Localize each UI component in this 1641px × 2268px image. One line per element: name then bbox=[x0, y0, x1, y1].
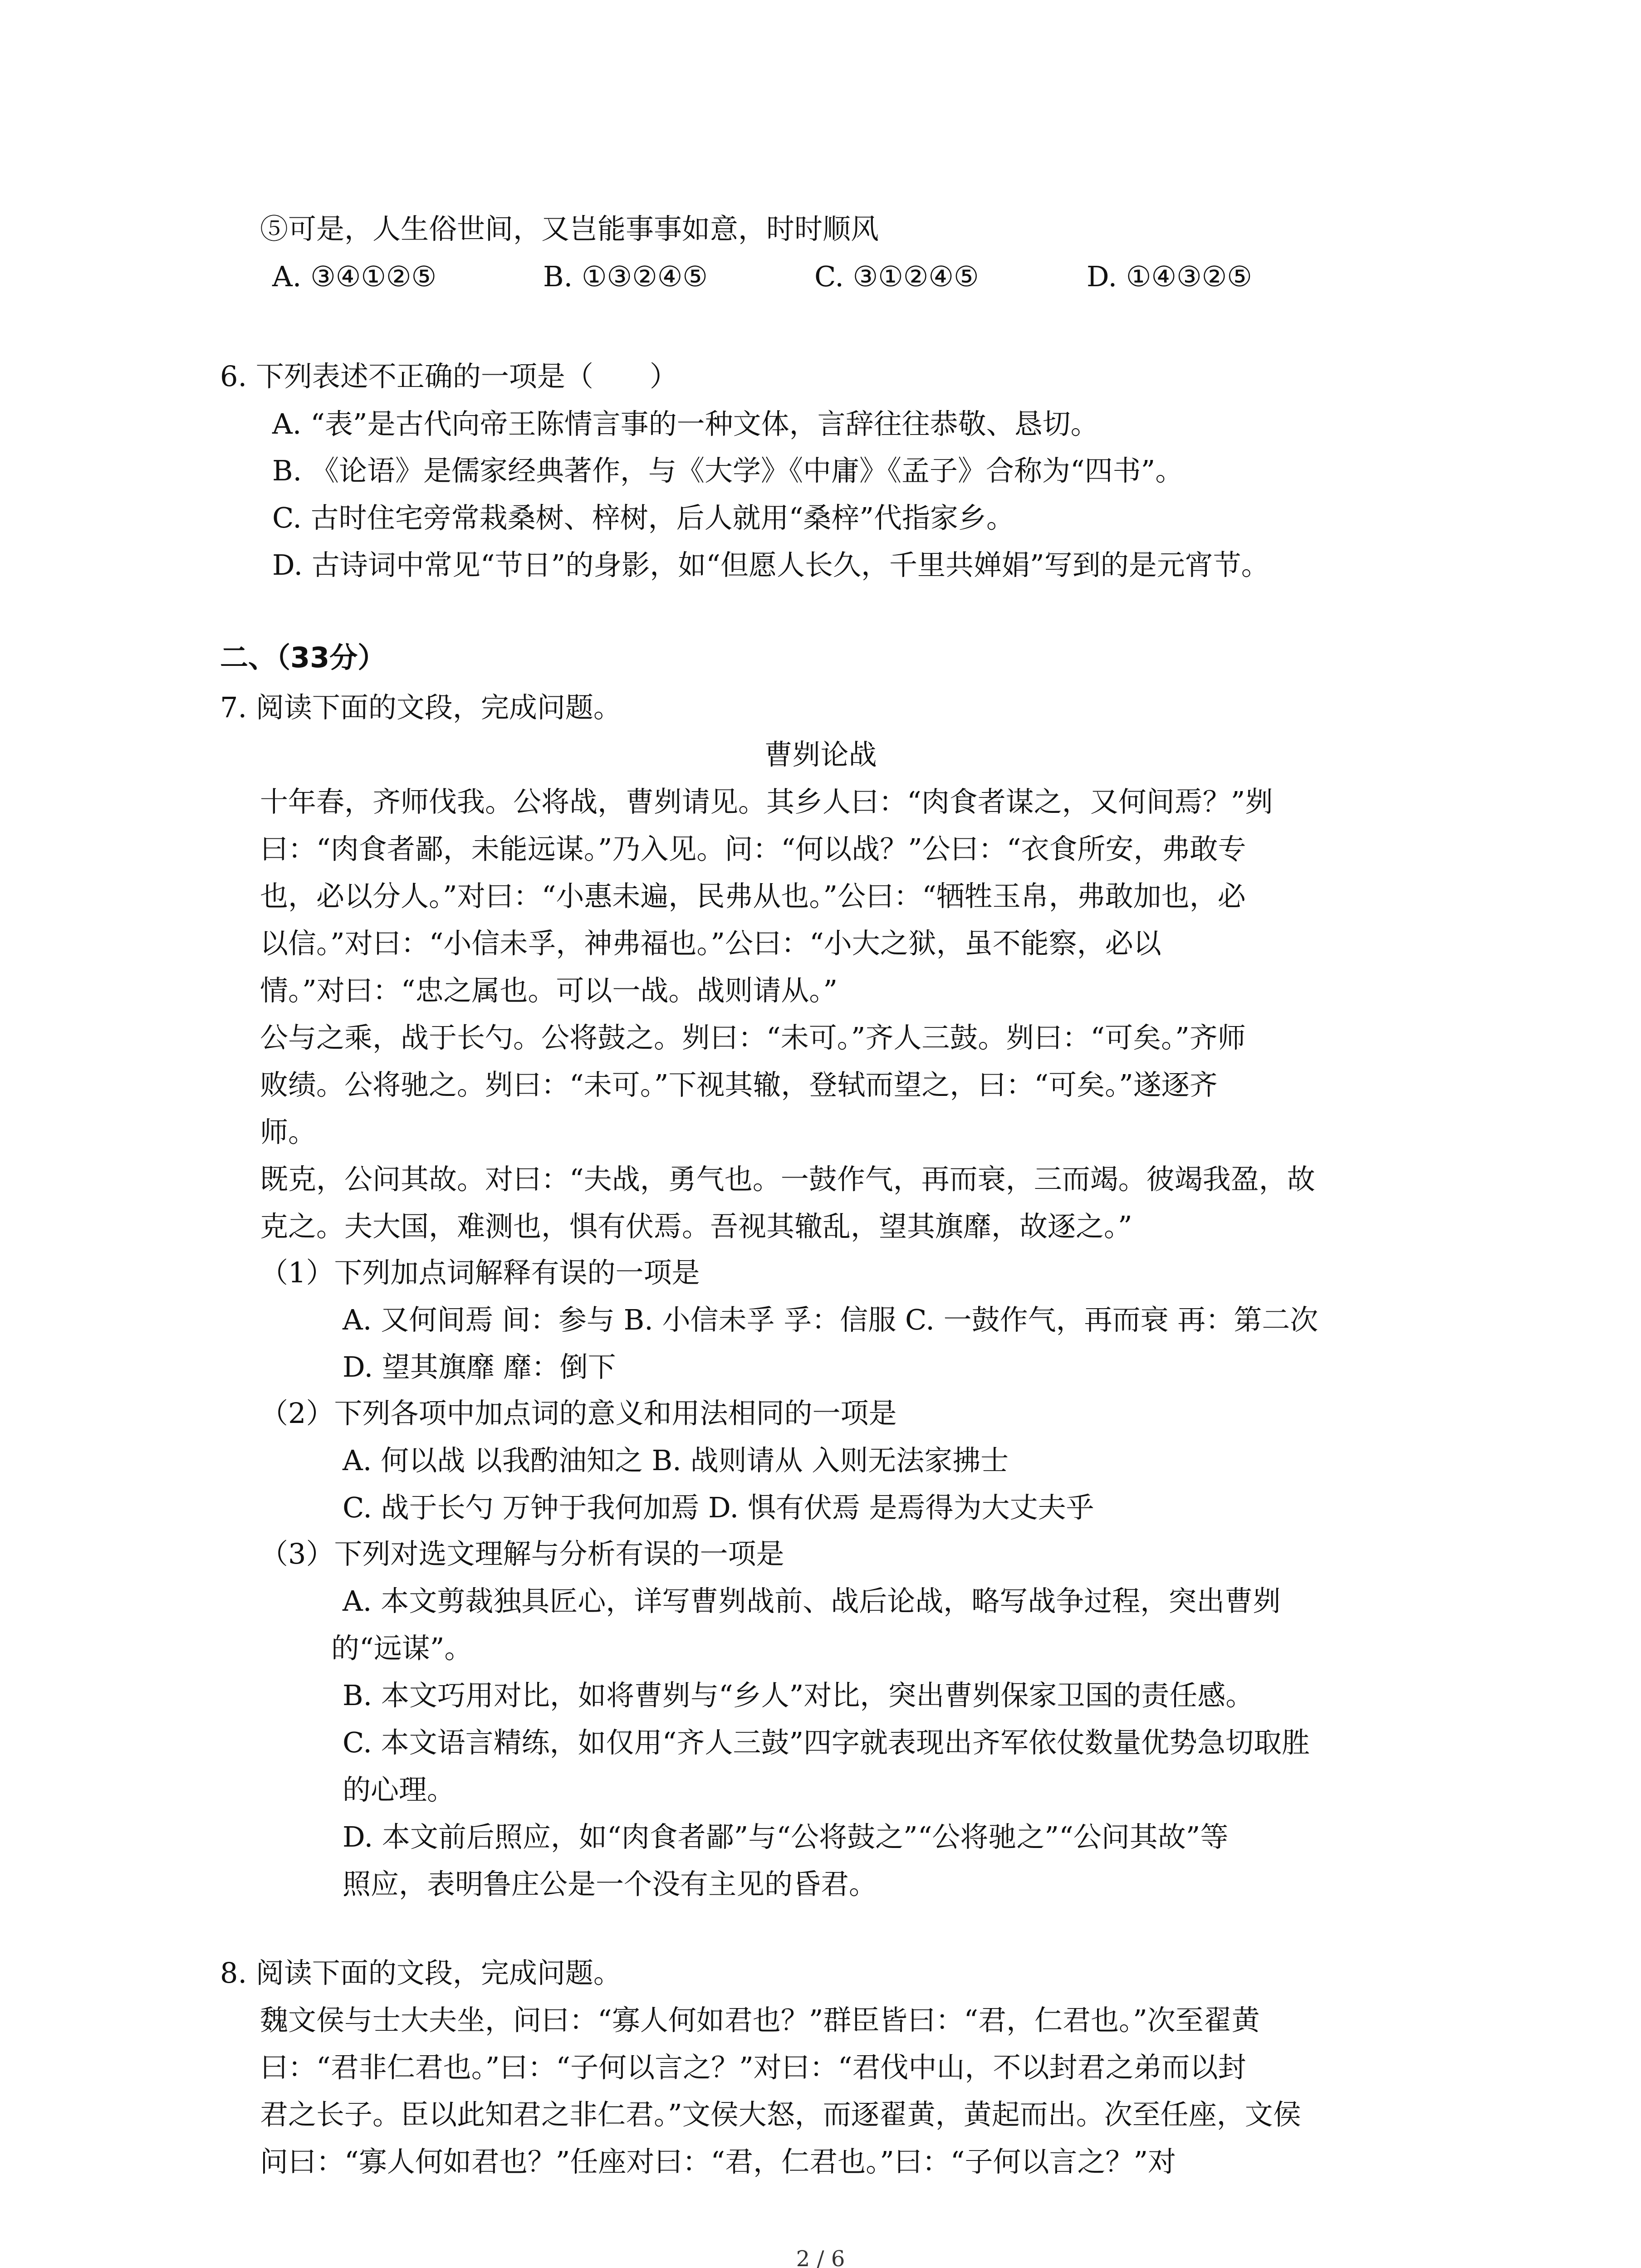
q6-option-b: B. 《论语》是儒家经典著作，与《大学》《中庸》《孟子》合称为“四书”。 bbox=[272, 454, 1184, 487]
q5-option-d: D. ①④③②⑤ bbox=[1087, 260, 1252, 293]
q7-sub1-stem: （1）下列加点词解释有误的一项是 bbox=[260, 1256, 700, 1289]
passage-line: 问曰：“寡人何如君也？”任座对曰：“君，仁君也。”曰：“子何以言之？”对 bbox=[260, 2145, 1176, 2178]
passage-line: 克之。夫大国，难测也，惧有伏焉。吾视其辙乱，望其旗靡，故逐之。” bbox=[260, 1210, 1132, 1243]
q7-sub3-option-d: D. 本文前后照应，如“肉食者鄙”与“公将鼓之”“公将驰之”“公问其故”等 bbox=[343, 1820, 1229, 1853]
q6-option-c: C. 古时住宅旁常栽桑树、梓树，后人就用“桑梓”代指家乡。 bbox=[272, 501, 1015, 534]
q7-sub1-options: A. 又何间焉 间：参与 B. 小信未孚 孚：信服 C. 一鼓作气，再而衰 再：第二次 bbox=[343, 1303, 1318, 1336]
passage-line: 师。 bbox=[260, 1115, 317, 1149]
q7-sub2-options: C. 战于长勺 万钟于我何加焉 D. 惧有伏焉 是焉得为大丈夫乎 bbox=[343, 1491, 1094, 1524]
q6-option-a: A. “表”是古代向帝王陈情言事的一种文体，言辞往往恭敬、恳切。 bbox=[272, 407, 1099, 440]
q5-item-5: ⑤可是，人生俗世间，又岂能事事如意，时时顺风 bbox=[260, 212, 879, 245]
passage-line: 既克，公问其故。对曰：“夫战，勇气也。一鼓作气，再而衰，三而竭。彼竭我盈，故 bbox=[260, 1163, 1315, 1196]
passage-line: 曰：“肉食者鄙，未能远谋。”乃入见。问：“何以战？”公曰：“衣食所安，弗敢专 bbox=[260, 832, 1246, 865]
page-number: 2 / 6 bbox=[796, 2246, 845, 2268]
passage-title: 曹刿论战 bbox=[764, 738, 877, 771]
passage-line: 曰：“君非仁君也。”曰：“子何以言之？”对曰：“君伐中山，不以封君之弟而以封 bbox=[260, 2051, 1246, 2084]
passage-line: 败绩。公将驰之。刿曰：“未可。”下视其辙，登轼而望之，曰：“可矣。”遂逐齐 bbox=[260, 1068, 1218, 1101]
q7-sub3-option-a-cont: 的“远谋”。 bbox=[331, 1632, 473, 1665]
q5-option-b: B. ①③②④⑤ bbox=[543, 260, 708, 293]
q6-option-d: D. 古诗词中常见“节日”的身影，如“但愿人长久，千里共婵娟”写到的是元宵节。 bbox=[272, 548, 1269, 582]
q6-stem: 6. 下列表述不正确的一项是（ ） bbox=[220, 360, 678, 393]
q7-sub3-option-c: C. 本文语言精练，如仅用“齐人三鼓”四字就表现出齐军依仗数量优势急切取胜 bbox=[343, 1726, 1310, 1759]
q5-option-a: A. ③④①②⑤ bbox=[272, 260, 437, 293]
q7-sub3-option-b: B. 本文巧用对比，如将曹刿与“乡人”对比，突出曹刿保家卫国的责任感。 bbox=[343, 1679, 1254, 1712]
passage-line: 十年春，齐师伐我。公将战，曹刿请见。其乡人曰：“肉食者谋之，又何间焉？”刿 bbox=[260, 785, 1274, 818]
q5-option-c: C. ③①②④⑤ bbox=[814, 260, 979, 293]
q7-sub2-stem: （2）下列各项中加点词的意义和用法相同的一项是 bbox=[260, 1397, 897, 1430]
q8-stem: 8. 阅读下面的文段，完成问题。 bbox=[220, 1956, 622, 1989]
q7-sub3-option-c-cont: 的心理。 bbox=[343, 1773, 456, 1806]
passage-line: 魏文侯与士大夫坐，问曰：“寡人何如君也？”群臣皆曰：“君，仁君也。”次至翟黄 bbox=[260, 2004, 1260, 2037]
q7-sub3-stem: （3）下列对选文理解与分析有误的一项是 bbox=[260, 1537, 784, 1570]
passage-line: 公与之乘，战于长勺。公将鼓之。刿曰：“未可。”齐人三鼓。刿曰：“可矣。”齐师 bbox=[260, 1021, 1246, 1054]
q7-stem: 7. 阅读下面的文段，完成问题。 bbox=[220, 691, 622, 724]
passage-line: 君之长子。臣以此知君之非仁君。”文侯大怒，而逐翟黄，黄起而出。次至任座，文侯 bbox=[260, 2098, 1301, 2131]
section-heading: 二、（33分） bbox=[220, 641, 386, 674]
q7-sub1-options: D. 望其旗靡 靡：倒下 bbox=[343, 1350, 616, 1383]
q7-sub2-options: A. 何以战 以我酌油知之 B. 战则请从 入则无法家拂士 bbox=[343, 1444, 1009, 1477]
q7-sub3-option-a: A. 本文剪裁独具匠心，详写曹刿战前、战后论战，略写战争过程，突出曹刿 bbox=[343, 1584, 1281, 1618]
passage-line: 也，必以分人。”对曰：“小惠未遍，民弗从也。”公曰：“牺牲玉帛，弗敢加也，必 bbox=[260, 880, 1246, 913]
passage-line: 以信。”对曰：“小信未孚，神弗福也。”公曰：“小大之狱，虽不能察，必以 bbox=[260, 927, 1161, 960]
passage-line: 情。”对曰：“忠之属也。可以一战。战则请从。” bbox=[260, 974, 838, 1007]
q7-sub3-option-d-cont: 照应，表明鲁庄公是一个没有主见的昏君。 bbox=[343, 1867, 877, 1901]
